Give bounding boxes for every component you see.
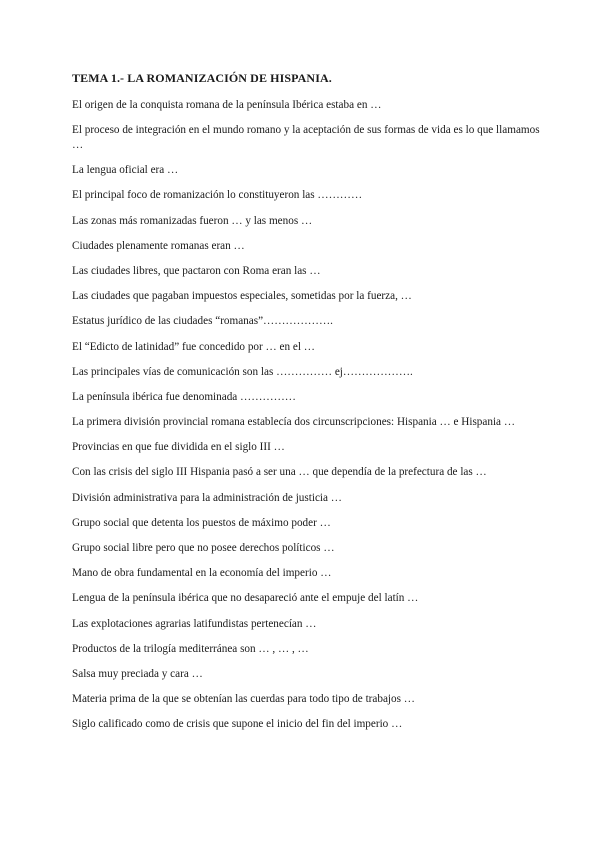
question-item: El proceso de integración en el mundo romano y la aceptación de sus formas de vida es lo que llamamos … bbox=[72, 124, 540, 152]
question-item: Productos de la trilogía mediterránea son … , … , … bbox=[72, 642, 309, 655]
question-item: Grupo social que detenta los puestos de máximo poder … bbox=[72, 516, 331, 529]
question-item: Materia prima de la que se obtenían las cuerdas para todo tipo de trabajos … bbox=[72, 693, 415, 706]
question-item: La primera división provincial romana establecía dos circunscripciones: Hispania … e Hispania … bbox=[72, 416, 516, 429]
question-item: Las ciudades que pagaban impuestos especiales, sometidas por la fuerza, … bbox=[72, 290, 412, 303]
question-item: Ciudades plenamente romanas eran … bbox=[72, 239, 245, 252]
question-item: Grupo social libre pero que no posee derechos políticos … bbox=[72, 542, 335, 554]
question-item: Las principales vías de comunicación son las …………… ej………………. bbox=[72, 365, 413, 378]
question-item: Mano de obra fundamental en la economía del imperio … bbox=[72, 567, 332, 580]
question-item: Lengua de la península ibérica que no desapareció ante el empuje del latín … bbox=[72, 592, 419, 605]
page-title: TEMA 1.- LA ROMANIZACIÓN DE HISPANIA. bbox=[72, 71, 332, 85]
question-item: División administrativa para la administración de justicia … bbox=[72, 491, 342, 504]
question-item: Las explotaciones agrarias latifundistas pertenecían … bbox=[72, 617, 317, 630]
question-item: Con las crisis del siglo III Hispania pasó a ser una … que dependía de la prefectura de las … bbox=[72, 466, 487, 479]
question-item: Las zonas más romanizadas fueron … y las menos … bbox=[72, 214, 313, 227]
document-page bbox=[72, 70, 542, 743]
question-item: La lengua oficial era … bbox=[72, 164, 179, 177]
question-item: El “Edicto de latinidad” fue concedido por … en el … bbox=[72, 340, 315, 353]
question-item: El principal foco de romanización lo constituyeron las ………… bbox=[72, 189, 363, 202]
question-item: La península ibérica fue denominada …………… bbox=[72, 390, 296, 403]
question-item: Provincias en que fue dividida en el siglo III … bbox=[72, 441, 285, 454]
question-item: Salsa muy preciada y cara … bbox=[72, 667, 203, 680]
question-item: Estatus jurídico de las ciudades “romanas”………………. bbox=[72, 315, 333, 328]
question-item: El origen de la conquista romana de la península Ibérica estaba en … bbox=[72, 99, 382, 111]
question-item: Las ciudades libres, que pactaron con Roma eran las … bbox=[72, 264, 321, 277]
question-item: Siglo calificado como de crisis que supone el inicio del fin del imperio … bbox=[72, 718, 403, 731]
